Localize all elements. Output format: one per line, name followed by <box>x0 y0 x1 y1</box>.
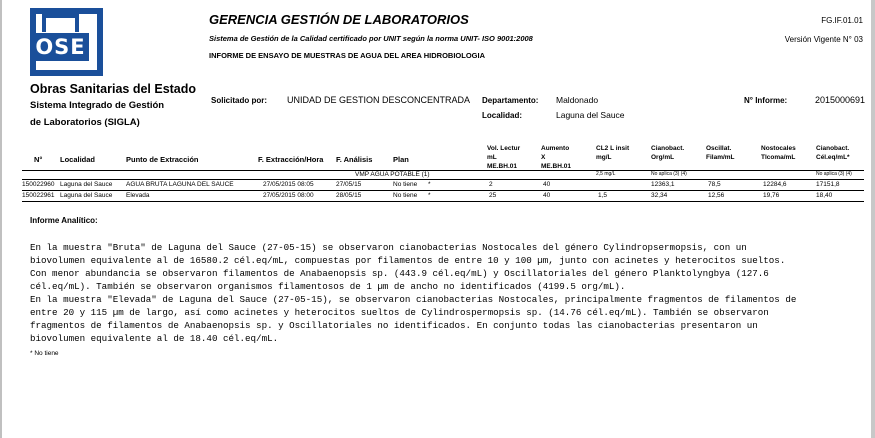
departamento-label: Departamento: <box>482 96 539 105</box>
cell-num: 150022960 <box>22 181 55 188</box>
th-cianobact-eq: Cianobact. Cél.eq/mL* <box>816 145 850 161</box>
th-num: N° <box>34 155 43 164</box>
cell-vol: 2 <box>489 181 493 188</box>
cell-vol: 25 <box>489 192 497 199</box>
cell-cianobact: 12363,1 <box>651 181 675 188</box>
th-localidad: Localidad <box>60 155 96 164</box>
note-cianobact: No aplica (3) (4) <box>651 171 687 177</box>
th-plan: Plan <box>393 155 409 164</box>
cell-fanalisis: 27/05/15 <box>336 181 362 188</box>
cell-aumento: 40 <box>543 192 551 199</box>
cell-localidad: Laguna del Sauce <box>60 181 113 188</box>
cell-plan: No tiene <box>393 181 418 188</box>
right-border <box>871 0 875 438</box>
th-fext: F. Extracción/Hora <box>258 155 324 164</box>
analysis-line: En la muestra "Bruta" de Laguna del Sauce (27-05-15) se observaron cianobacterias Nostocales del género Cylindropsermopsis, con un <box>30 242 747 253</box>
cell-fanalisis: 28/05/15 <box>336 192 362 199</box>
th-vol: Vol. Lectur mL ME.BH.01 <box>487 145 521 170</box>
cell-cl2: 1,5 <box>598 192 608 199</box>
th-oscillat: Oscillat. Filam/mL <box>706 145 735 161</box>
cell-fext: 27/05/2015 08:00 <box>263 192 314 199</box>
analysis-line: fragmentos de filamentos de Anabaenopsis sp. y Oscillatoriales no identificados. En conjunto todas las cianobacterias presentaron un <box>30 320 758 331</box>
analysis-line: biovolumen equivalente al de 16580.2 cél.eq/mL, compuestas por filamentos de entre 10 y 100 µm, junto con acinetes y heterocitos sueltos. <box>30 255 786 266</box>
table-rule-vmp <box>22 179 864 180</box>
header-subtitle: Sistema de Gestión de la Calidad certificado por UNIT según la norma UNIT- ISO 9001:2008 <box>209 34 533 43</box>
table-rule-row1 <box>22 190 864 191</box>
org-system-line2: de Laboratorios (SIGLA) <box>30 117 140 128</box>
cell-nostocales: 12284,6 <box>763 181 787 188</box>
report-title: INFORME DE ENSAYO DE MUESTRAS DE AGUA DEL AREA HIDROBIOLOGIA <box>209 51 485 60</box>
note-cianobact-eq: No aplica (3) (4) <box>816 171 852 177</box>
analysis-line: biovolumen equivalente al de 18.40 cél.eq/mL. <box>30 333 279 344</box>
analysis-line: cél.eq/mL). También se observaron organismos filamentosos de 1 µm de ancho no identificados (4199.5 org/mL). <box>30 281 626 292</box>
ose-logo-text: OSE <box>32 33 89 61</box>
analysis-text <box>30 241 796 345</box>
th-fanalisis: F. Análisis <box>336 155 373 164</box>
cell-cianobact-eq: 18,40 <box>816 192 833 199</box>
cell-punto: Elevada <box>126 192 150 199</box>
table-rule-top <box>22 170 864 171</box>
localidad-label: Localidad: <box>482 111 523 120</box>
analysis-line: entre 20 y 115 µm de largo, así como acinetes y heterocitos sueltos de Cylindrospermopsis sp. (14.76 cél.eq/mL). También se observaron <box>30 307 769 318</box>
cell-plan: No tiene <box>393 192 418 199</box>
cell-localidad: Laguna del Sauce <box>60 192 113 199</box>
cell-aumento: 40 <box>543 181 551 188</box>
table-rule-row2 <box>22 201 864 202</box>
left-border <box>0 0 2 438</box>
org-system-line1: Sistema Integrado de Gestión <box>30 100 165 111</box>
th-cl2: CL2 L insit mg/L <box>596 145 630 161</box>
cell-cianobact: 32,34 <box>651 192 668 199</box>
doc-code: FG.IF.01.01 <box>821 16 863 25</box>
departamento-value: Maldonado <box>556 95 599 105</box>
th-aumento: Aumento X ME.BH.01 <box>541 145 571 170</box>
note-cl2: 2,5 mg/L <box>596 171 616 177</box>
cell-oscillat: 78,5 <box>708 181 721 188</box>
analysis-line: En la muestra "Elevada" de Laguna del Sauce (27-05-15), se observaron cianobacterias Nostocales, principalmente fragmentos de filamentos de <box>30 294 797 305</box>
cell-nostocales: 19,76 <box>763 192 780 199</box>
localidad-value: Laguna del Sauce <box>556 110 625 120</box>
footnote: * No tiene <box>30 350 59 357</box>
org-name: Obras Sanitarias del Estado <box>30 82 197 96</box>
th-punto: Punto de Extracción <box>126 155 199 164</box>
th-cianobact: Cianobact. Org/mL <box>651 145 685 161</box>
cell-star: * <box>428 192 431 199</box>
analysis-line: Con menor abundancia se observaron filamentos de Anabaenopsis sp. (443.9 cél.eq/mL) y Oscillatoriales del género Planktolyngbya (127.6 <box>30 268 769 279</box>
version-label: Versión Vigente N° 03 <box>784 35 863 44</box>
informe-label: N° Informe: <box>744 96 788 105</box>
th-nostocales: Nostocales Tlcoma/mL <box>761 145 796 161</box>
ose-logo <box>30 8 103 76</box>
analysis-label: Informe Analítico: <box>30 216 98 225</box>
vmp-label: VMP AGUA POTABLE (1) <box>355 171 430 178</box>
cell-fext: 27/05/2015 08:05 <box>263 181 314 188</box>
solicitado-label: Solicitado por: <box>211 96 267 105</box>
cell-punto: AGUA BRUTA LAGUNA DEL SAUCE <box>126 181 234 188</box>
cell-star: * <box>428 181 431 188</box>
informe-value: 2015000691 <box>815 95 866 105</box>
cell-num: 150022961 <box>22 192 55 199</box>
cell-cianobact-eq: 17151,8 <box>816 181 840 188</box>
solicitado-value: UNIDAD DE GESTION DESCONCENTRADA <box>287 95 471 105</box>
cell-oscillat: 12,56 <box>708 192 725 199</box>
header-title: GERENCIA GESTIÓN DE LABORATORIOS <box>209 12 469 27</box>
